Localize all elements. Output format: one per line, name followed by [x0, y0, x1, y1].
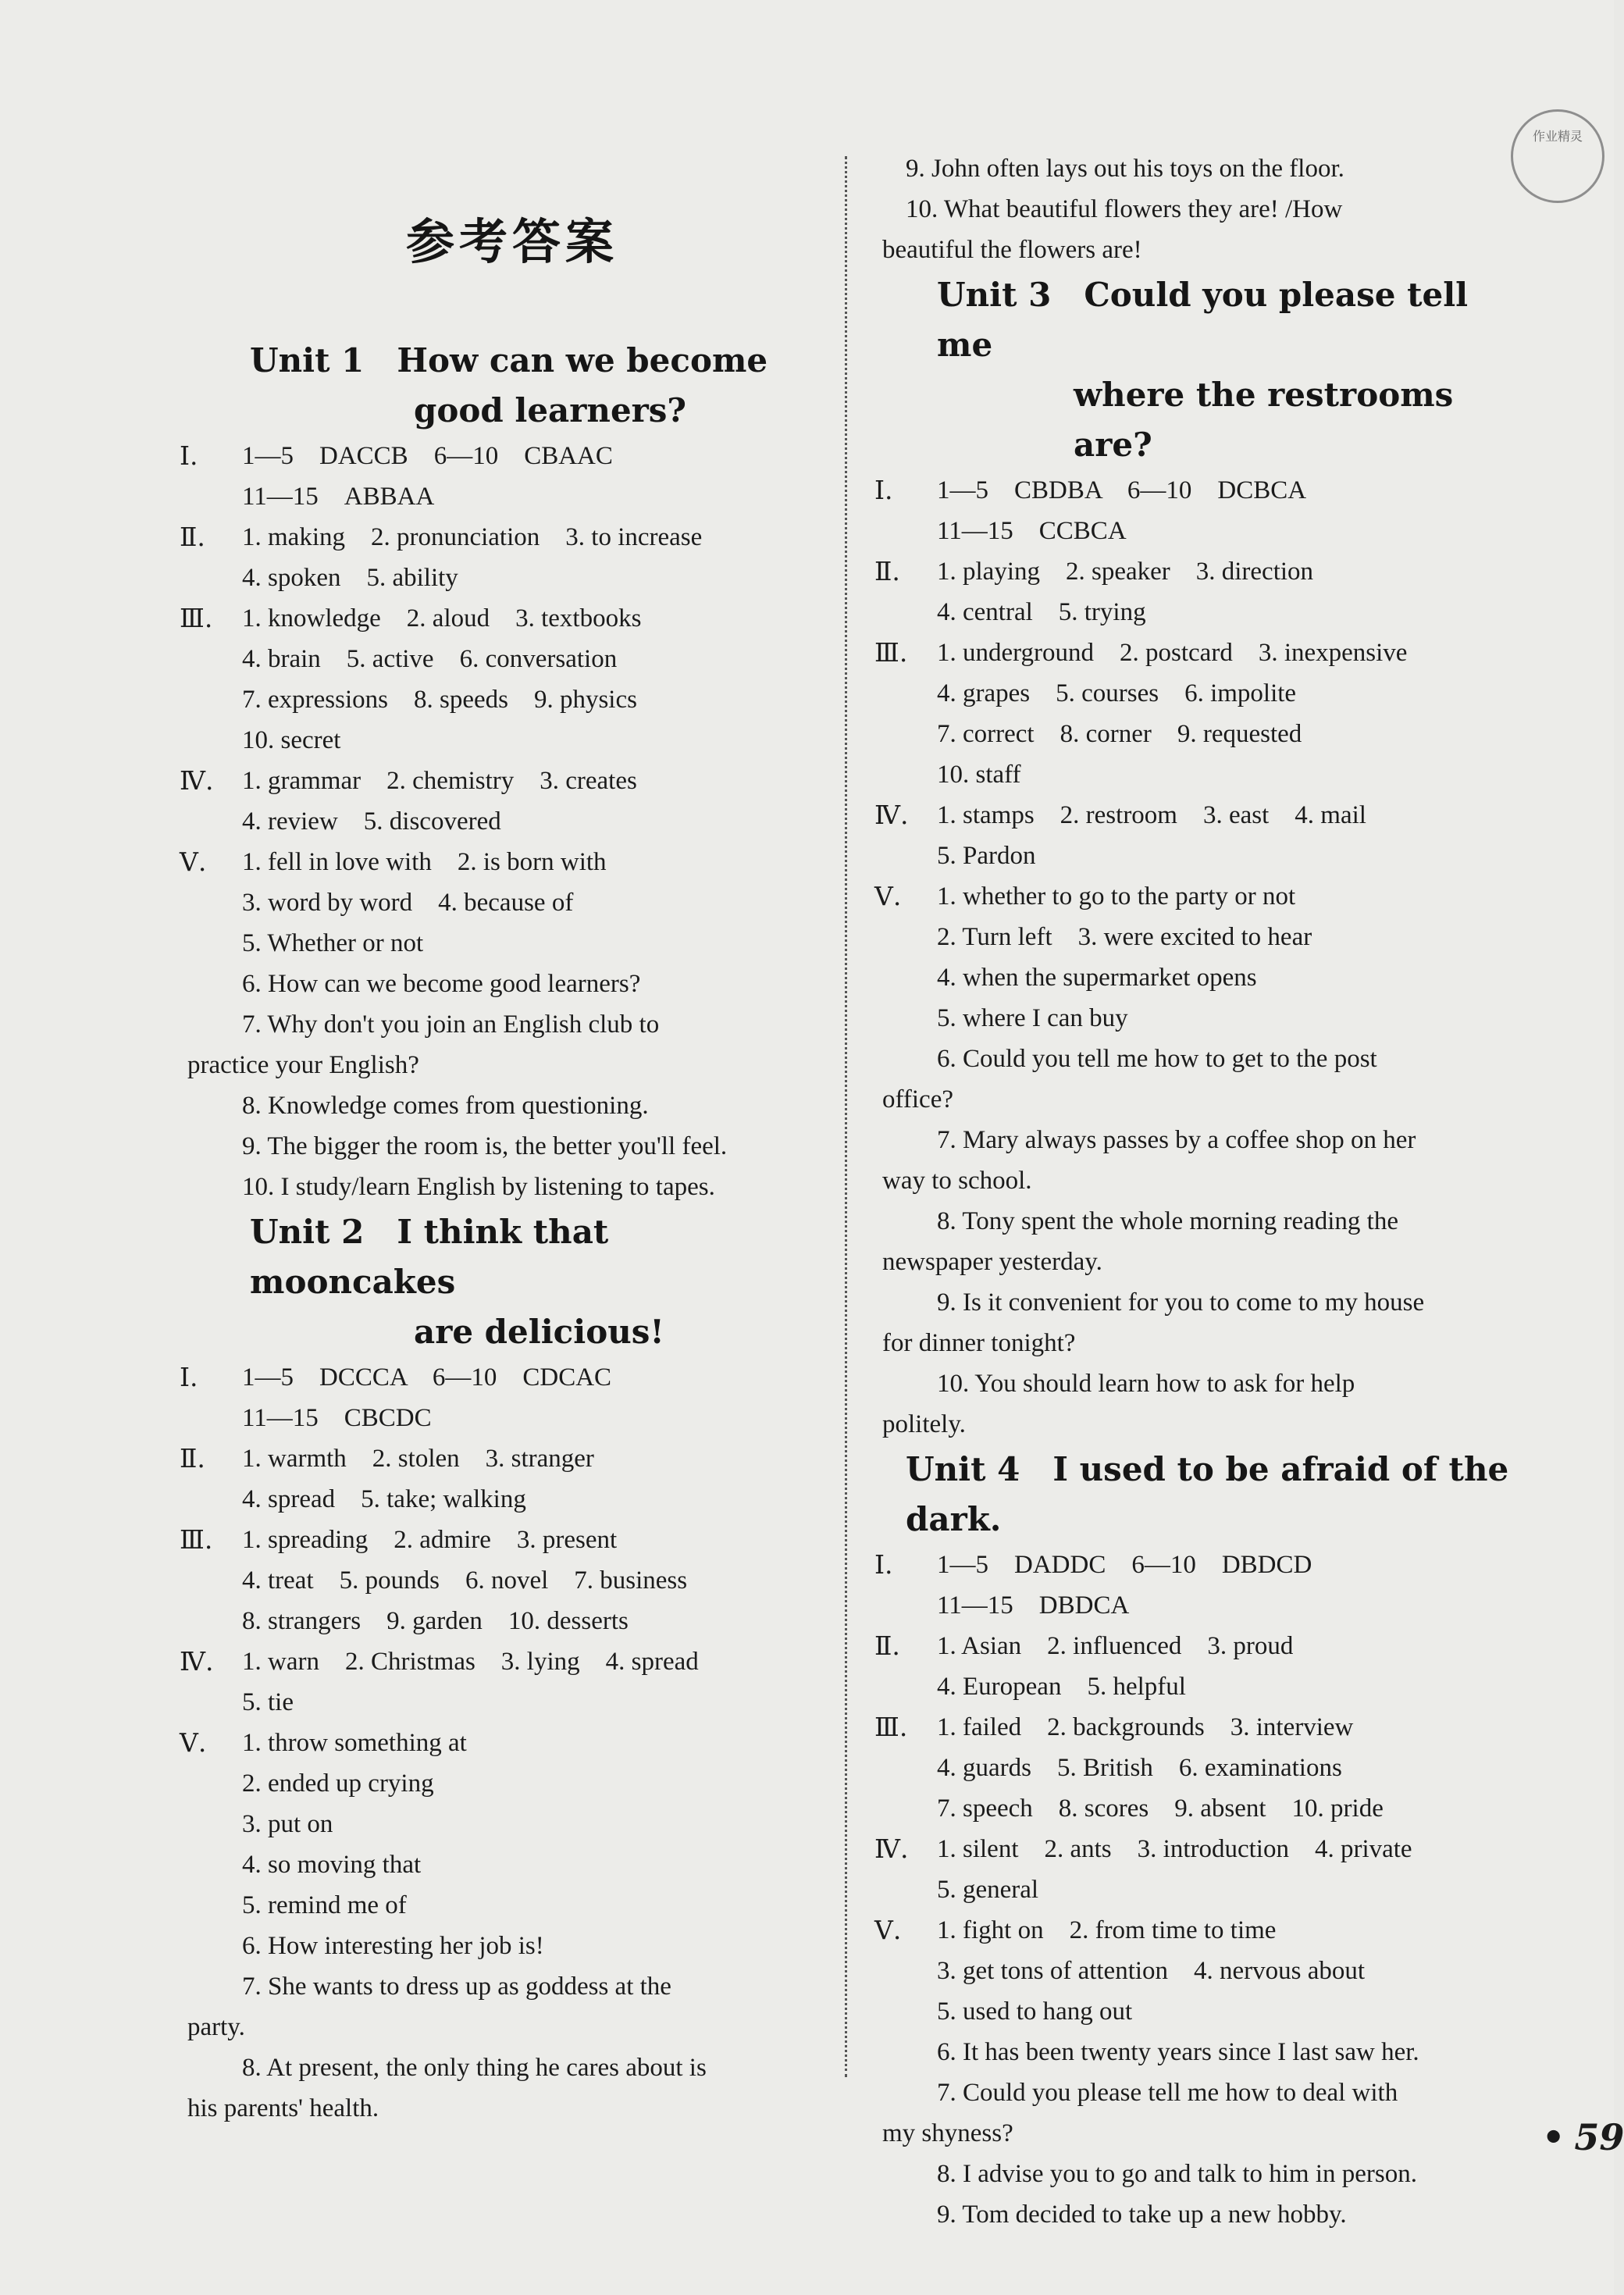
- unit-title-line1: Unit 1 How can we become: [250, 341, 768, 380]
- section-numeral: Ⅲ.: [874, 637, 908, 668]
- answer-line: 8. Tony spent the whole morning reading the: [937, 1207, 1398, 1235]
- answer-line: 4. review 5. discovered: [242, 807, 501, 836]
- unit-heading: [882, 1445, 1515, 1545]
- answer-line: 7. Could you please tell me how to deal with: [937, 2079, 1398, 2107]
- answer-line: 5. tie: [242, 1688, 294, 1716]
- answer-line: 10. staff: [937, 761, 1021, 789]
- section-numeral: Ⅴ.: [180, 846, 207, 877]
- answer-line: 11—15 CBCDC: [242, 1404, 432, 1432]
- page-number-value: 59: [1574, 2116, 1624, 2158]
- unit-title-line2: are delicious!: [414, 1313, 664, 1351]
- answer-section: [180, 842, 820, 1207]
- answer-line: 4. when the supermarket opens: [937, 964, 1257, 992]
- answer-line: 1. grammar 2. chemistry 3. creates: [242, 767, 637, 795]
- answer-line: 8. strangers 9. garden 10. desserts: [242, 1607, 629, 1635]
- section-numeral: Ⅰ.: [874, 475, 893, 505]
- answer-section: [180, 1520, 820, 1641]
- answer-line: 4. treat 5. pounds 6. novel 7. business: [242, 1566, 688, 1595]
- answer-line: 7. She wants to dress up as goddess at the: [242, 1972, 671, 2001]
- answer-line: 11—15 ABBAA: [242, 483, 435, 511]
- unit-title-line1: Unit 3 Could you please tell me: [937, 276, 1469, 364]
- answer-line: office?: [882, 1085, 953, 1114]
- answer-section: [180, 1438, 820, 1520]
- answer-line: 1—5 DADDC 6—10 DBDCD: [937, 1551, 1312, 1579]
- answer-line: 6. How interesting her job is!: [242, 1932, 544, 1960]
- answer-section: [874, 1829, 1515, 1910]
- section-numeral: Ⅳ.: [874, 800, 909, 830]
- unit-title-line2: where the restrooms are?: [1074, 376, 1454, 464]
- answer-line: 4. European 5. helpful: [937, 1673, 1186, 1701]
- answer-line: 3. word by word 4. because of: [242, 889, 574, 917]
- answer-line: 4. so moving that: [242, 1851, 422, 1879]
- answer-line: newspaper yesterday.: [882, 1248, 1102, 1276]
- section-numeral: Ⅰ.: [874, 1549, 893, 1580]
- answer-line: 6. How can we become good learners?: [242, 970, 641, 998]
- answer-section: [874, 633, 1515, 795]
- answer-section: [874, 1910, 1515, 2235]
- answer-line: his parents' health.: [187, 2094, 379, 2122]
- answer-line: 2. Turn left 3. were excited to hear: [937, 923, 1312, 951]
- answer-line: 1. fell in love with 2. is born with: [242, 848, 607, 876]
- answer-line: 10. What beautiful flowers they are! /How: [906, 195, 1343, 223]
- answer-section: [180, 1723, 820, 2129]
- answer-line: 4. spoken 5. ability: [242, 564, 458, 592]
- page-number-dot: •: [1542, 2116, 1565, 2158]
- section-numeral: Ⅲ.: [180, 1524, 213, 1555]
- page-number: [1542, 2116, 1624, 2158]
- section-numeral: Ⅴ.: [874, 881, 902, 911]
- right-column: [874, 148, 1515, 2235]
- answer-section: [874, 1707, 1515, 1829]
- section-numeral: Ⅳ.: [180, 765, 214, 796]
- answer-line: 1. spreading 2. admire 3. present: [242, 1526, 618, 1554]
- answer-line: 11—15 CCBCA: [937, 517, 1127, 545]
- unit-title-line1: Unit 2 I think that mooncakes: [250, 1213, 609, 1301]
- answer-section: [180, 1357, 820, 1438]
- answer-line: party.: [187, 2013, 245, 2041]
- answer-line: 5. Pardon: [937, 842, 1036, 870]
- answer-line: 4. brain 5. active 6. conversation: [242, 645, 618, 673]
- answer-section: [180, 1641, 820, 1723]
- answer-line: beautiful the flowers are!: [882, 236, 1142, 264]
- answer-line: 3. get tons of attention 4. nervous about: [937, 1957, 1366, 1985]
- answer-line: 7. Why don't you join an English club to: [242, 1010, 660, 1039]
- section-numeral: Ⅳ.: [874, 1834, 909, 1864]
- answer-line: 6. Could you tell me how to get to the post: [937, 1045, 1377, 1073]
- unit-heading: [187, 1207, 820, 1357]
- section-numeral: Ⅴ.: [874, 1915, 902, 1945]
- stamp-logo: 作业精灵: [1511, 109, 1604, 203]
- answer-line: 1. making 2. pronunciation 3. to increase: [242, 523, 703, 551]
- answer-line: 9. John often lays out his toys on the floor.: [906, 155, 1344, 183]
- answer-section: [874, 551, 1515, 633]
- answer-line: 7. Mary always passes by a coffee shop on her: [937, 1126, 1416, 1154]
- unit-title-line2: good learners?: [414, 391, 687, 429]
- answer-line: 1. knowledge 2. aloud 3. textbooks: [242, 604, 642, 633]
- section-numeral: Ⅱ.: [874, 556, 900, 586]
- answer-line: 2. ended up crying: [242, 1769, 434, 1798]
- answer-line: 1. Asian 2. influenced 3. proud: [937, 1632, 1294, 1660]
- answer-line: 4. guards 5. British 6. examinations: [937, 1754, 1342, 1782]
- answer-line: 3. put on: [242, 1810, 333, 1838]
- answer-section: [874, 795, 1515, 876]
- answer-line: 1. underground 2. postcard 3. inexpensive: [937, 639, 1408, 667]
- section-numeral: Ⅴ.: [180, 1727, 207, 1758]
- answer-section: [874, 876, 1515, 1445]
- answer-line: 1. playing 2. speaker 3. direction: [937, 558, 1314, 586]
- answer-line: my shyness?: [882, 2119, 1013, 2147]
- answer-line: 4. grapes 5. courses 6. impolite: [937, 679, 1297, 707]
- answer-line: 1. failed 2. backgrounds 3. interview: [937, 1713, 1354, 1741]
- answer-line: 1. silent 2. ants 3. introduction 4. private: [937, 1835, 1412, 1863]
- unit-title-line1: Unit 4 I used to be afraid of the dark.: [906, 1450, 1509, 1538]
- answer-section: [180, 598, 820, 761]
- section-numeral: Ⅲ.: [874, 1712, 908, 1742]
- section-numeral: Ⅰ.: [180, 1362, 198, 1392]
- answer-line: 7. speech 8. scores 9. absent 10. pride: [937, 1794, 1384, 1823]
- answer-line: 5. used to hang out: [937, 1997, 1133, 2026]
- answer-line: 1—5 DCCCA 6—10 CDCAC: [242, 1363, 612, 1392]
- answer-line: 5. general: [937, 1876, 1039, 1904]
- answer-line: 1. whether to go to the party or not: [937, 882, 1296, 911]
- answer-section: [180, 517, 820, 598]
- section-numeral: Ⅳ.: [180, 1646, 214, 1677]
- answer-line: 8. At present, the only thing he cares about is: [242, 2054, 707, 2082]
- answer-line: 7. expressions 8. speeds 9. physics: [242, 686, 637, 714]
- answer-line: 11—15 DBDCA: [937, 1591, 1130, 1620]
- answer-line: 1—5 CBDBA 6—10 DCBCA: [937, 476, 1307, 504]
- answer-section: [180, 436, 820, 517]
- answer-line: 10. secret: [242, 726, 341, 754]
- answer-line: 4. central 5. trying: [937, 598, 1146, 626]
- answer-line: 10. I study/learn English by listening to tapes.: [242, 1173, 715, 1201]
- section-numeral: Ⅲ.: [180, 603, 213, 633]
- answer-line: 5. where I can buy: [937, 1004, 1128, 1032]
- answer-line: 5. remind me of: [242, 1891, 407, 1919]
- section-numeral: Ⅱ.: [180, 522, 205, 552]
- answer-line: 7. correct 8. corner 9. requested: [937, 720, 1302, 748]
- answer-line: 1. warmth 2. stolen 3. stranger: [242, 1445, 594, 1473]
- answer-line: politely.: [882, 1410, 966, 1438]
- unit-heading: [882, 270, 1515, 470]
- answer-line: 9. Tom decided to take up a new hobby.: [937, 2201, 1347, 2229]
- answer-section: [874, 470, 1515, 551]
- answer-section: [874, 1626, 1515, 1707]
- answer-section: [180, 761, 820, 842]
- answer-line: 8. Knowledge comes from questioning.: [242, 1092, 649, 1120]
- answer-line: practice your English?: [187, 1051, 419, 1079]
- answer-line: way to school.: [882, 1167, 1032, 1195]
- section-numeral: Ⅱ.: [180, 1443, 205, 1474]
- continued-answers: [882, 148, 1515, 270]
- answer-line: 1. throw something at: [242, 1729, 467, 1757]
- answer-line: 1—5 DACCB 6—10 CBAAC: [242, 442, 613, 470]
- answer-line: 1. stamps 2. restroom 3. east 4. mail: [937, 801, 1366, 829]
- answer-line: 9. Is it convenient for you to come to my house: [937, 1288, 1425, 1317]
- section-numeral: Ⅰ.: [180, 440, 198, 471]
- answer-line: 4. spread 5. take; walking: [242, 1485, 526, 1513]
- section-numeral: Ⅱ.: [874, 1630, 900, 1661]
- answer-line: 10. You should learn how to ask for help: [937, 1370, 1355, 1398]
- answer-line: 9. The bigger the room is, the better you'll feel.: [242, 1132, 728, 1160]
- unit-heading: [187, 336, 820, 436]
- answer-line: 1. fight on 2. from time to time: [937, 1916, 1277, 1944]
- left-column: [180, 336, 820, 2129]
- answer-line: 1. warn 2. Christmas 3. lying 4. spread: [242, 1648, 699, 1676]
- answer-line: for dinner tonight?: [882, 1329, 1076, 1357]
- page-title: 参考答案: [406, 213, 619, 270]
- answer-line: 6. It has been twenty years since I last saw her.: [937, 2038, 1419, 2066]
- answer-line: 8. I advise you to go and talk to him in person.: [937, 2160, 1417, 2188]
- column-divider: [845, 156, 847, 2077]
- answer-line: 5. Whether or not: [242, 929, 424, 957]
- answer-section: [874, 1545, 1515, 1626]
